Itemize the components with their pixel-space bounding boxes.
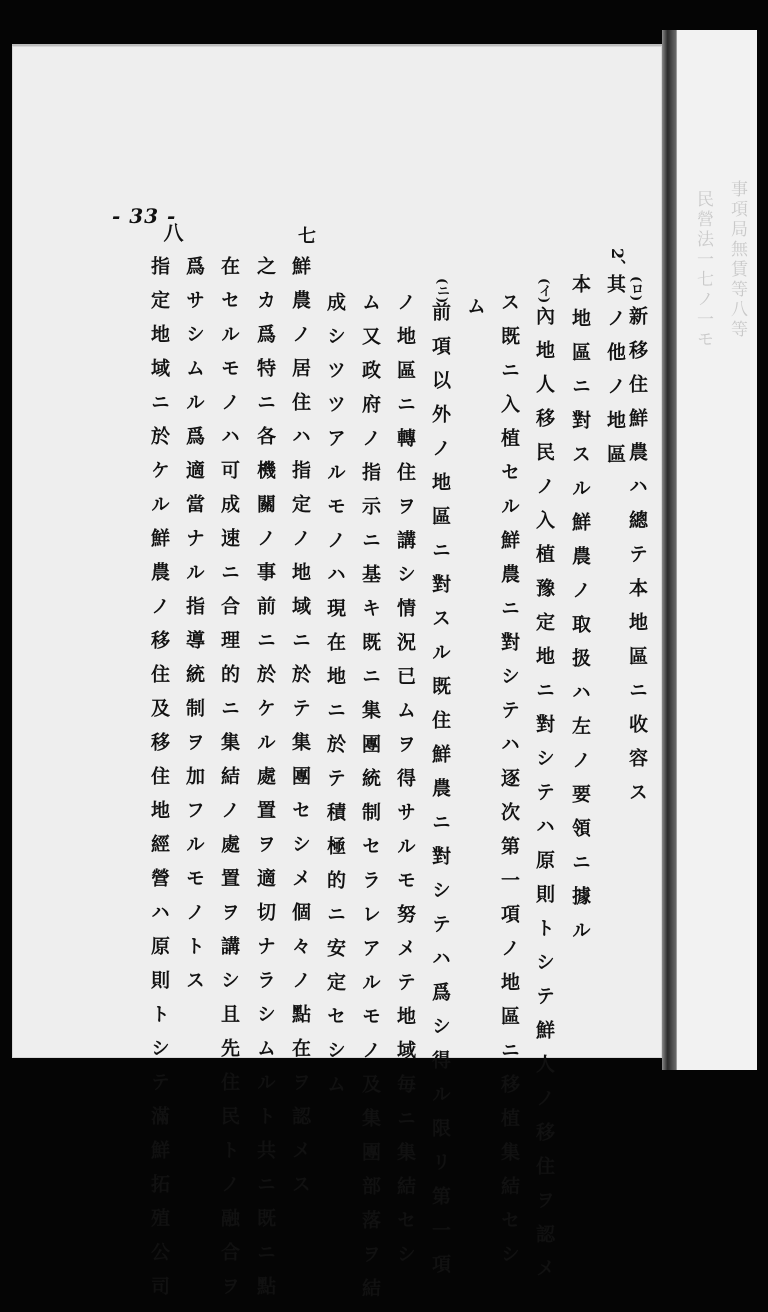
text-column-14: 爲サシムル爲適當ナル指導統制ヲ加フルモノトス <box>183 256 205 1004</box>
text-column-2: 其ノ他ノ地區 <box>604 274 626 478</box>
bleed-through-column-1: 事項局無賃等八等 <box>727 180 747 340</box>
marker-ro: (ロ) <box>628 276 643 302</box>
marker-ni: (ニ) <box>434 278 449 304</box>
text-column-13: 在セルモノハ可成速ニ合理的ニ集結ノ處置ヲ講シ且先住民トノ融合ヲ <box>218 256 240 1310</box>
text-column-10: 成シツツアルモノハ現在地ニ於テ積極的ニ安定セシム <box>324 292 346 1108</box>
marker-i: (イ) <box>536 278 551 304</box>
text-column-8: ノ地區ニ轉住ヲ講シ情況已ムヲ得サルモ努メテ地域毎ニ集結セシ <box>394 292 416 1278</box>
marker-shichi: 七 <box>295 226 316 244</box>
text-column-1: 新移住鮮農ハ總テ本地區ニ收容ス <box>626 306 648 816</box>
text-column-6: ム <box>464 296 486 330</box>
text-column-15: 指定地域ニ於ケル鮮農ノ移住及移住地經營ハ原則トシテ滿鮮拓殖公司 <box>148 256 170 1310</box>
heading-number: 2、 <box>608 248 627 276</box>
page-number: - 33 - <box>112 204 177 228</box>
text-column-12: 之カ爲特ニ各機關ノ事前ニ於ケル處置ヲ適切ナラシムルト共ニ既ニ點 <box>254 256 276 1310</box>
text-column-11: 鮮農ノ居住ハ指定ノ地域ニ於テ集團セシメ個々ノ點在ヲ認メス <box>289 256 311 1208</box>
text-column-5: ス既ニ入植セル鮮農ニ對シテハ逐次第一項ノ地區ニ移植集結セシ <box>498 292 520 1278</box>
text-column-3: 本地區ニ對スル鮮農ノ取扱ハ左ノ要領ニ據ル <box>569 274 591 954</box>
facing-page-edge <box>676 30 757 1070</box>
bleed-through-column-2: 民營法一七ノ一モ <box>693 190 713 350</box>
text-column-4: 內地人移民ノ入植豫定地ニ對シテハ原則トシテ鮮人ノ移住ヲ認メ <box>533 306 555 1292</box>
text-column-7: 前項以外ノ地區ニ對スル既住鮮農ニ對シテハ爲シ得ル限リ第一項 <box>429 302 451 1288</box>
section-number: 八 <box>160 222 184 242</box>
book-gutter <box>662 30 676 1070</box>
text-column-9: ム又政府ノ指示ニ基キ既ニ集團統制セラレアルモノ及集團部落ヲ結 <box>359 292 381 1312</box>
document-page <box>12 44 662 1312</box>
